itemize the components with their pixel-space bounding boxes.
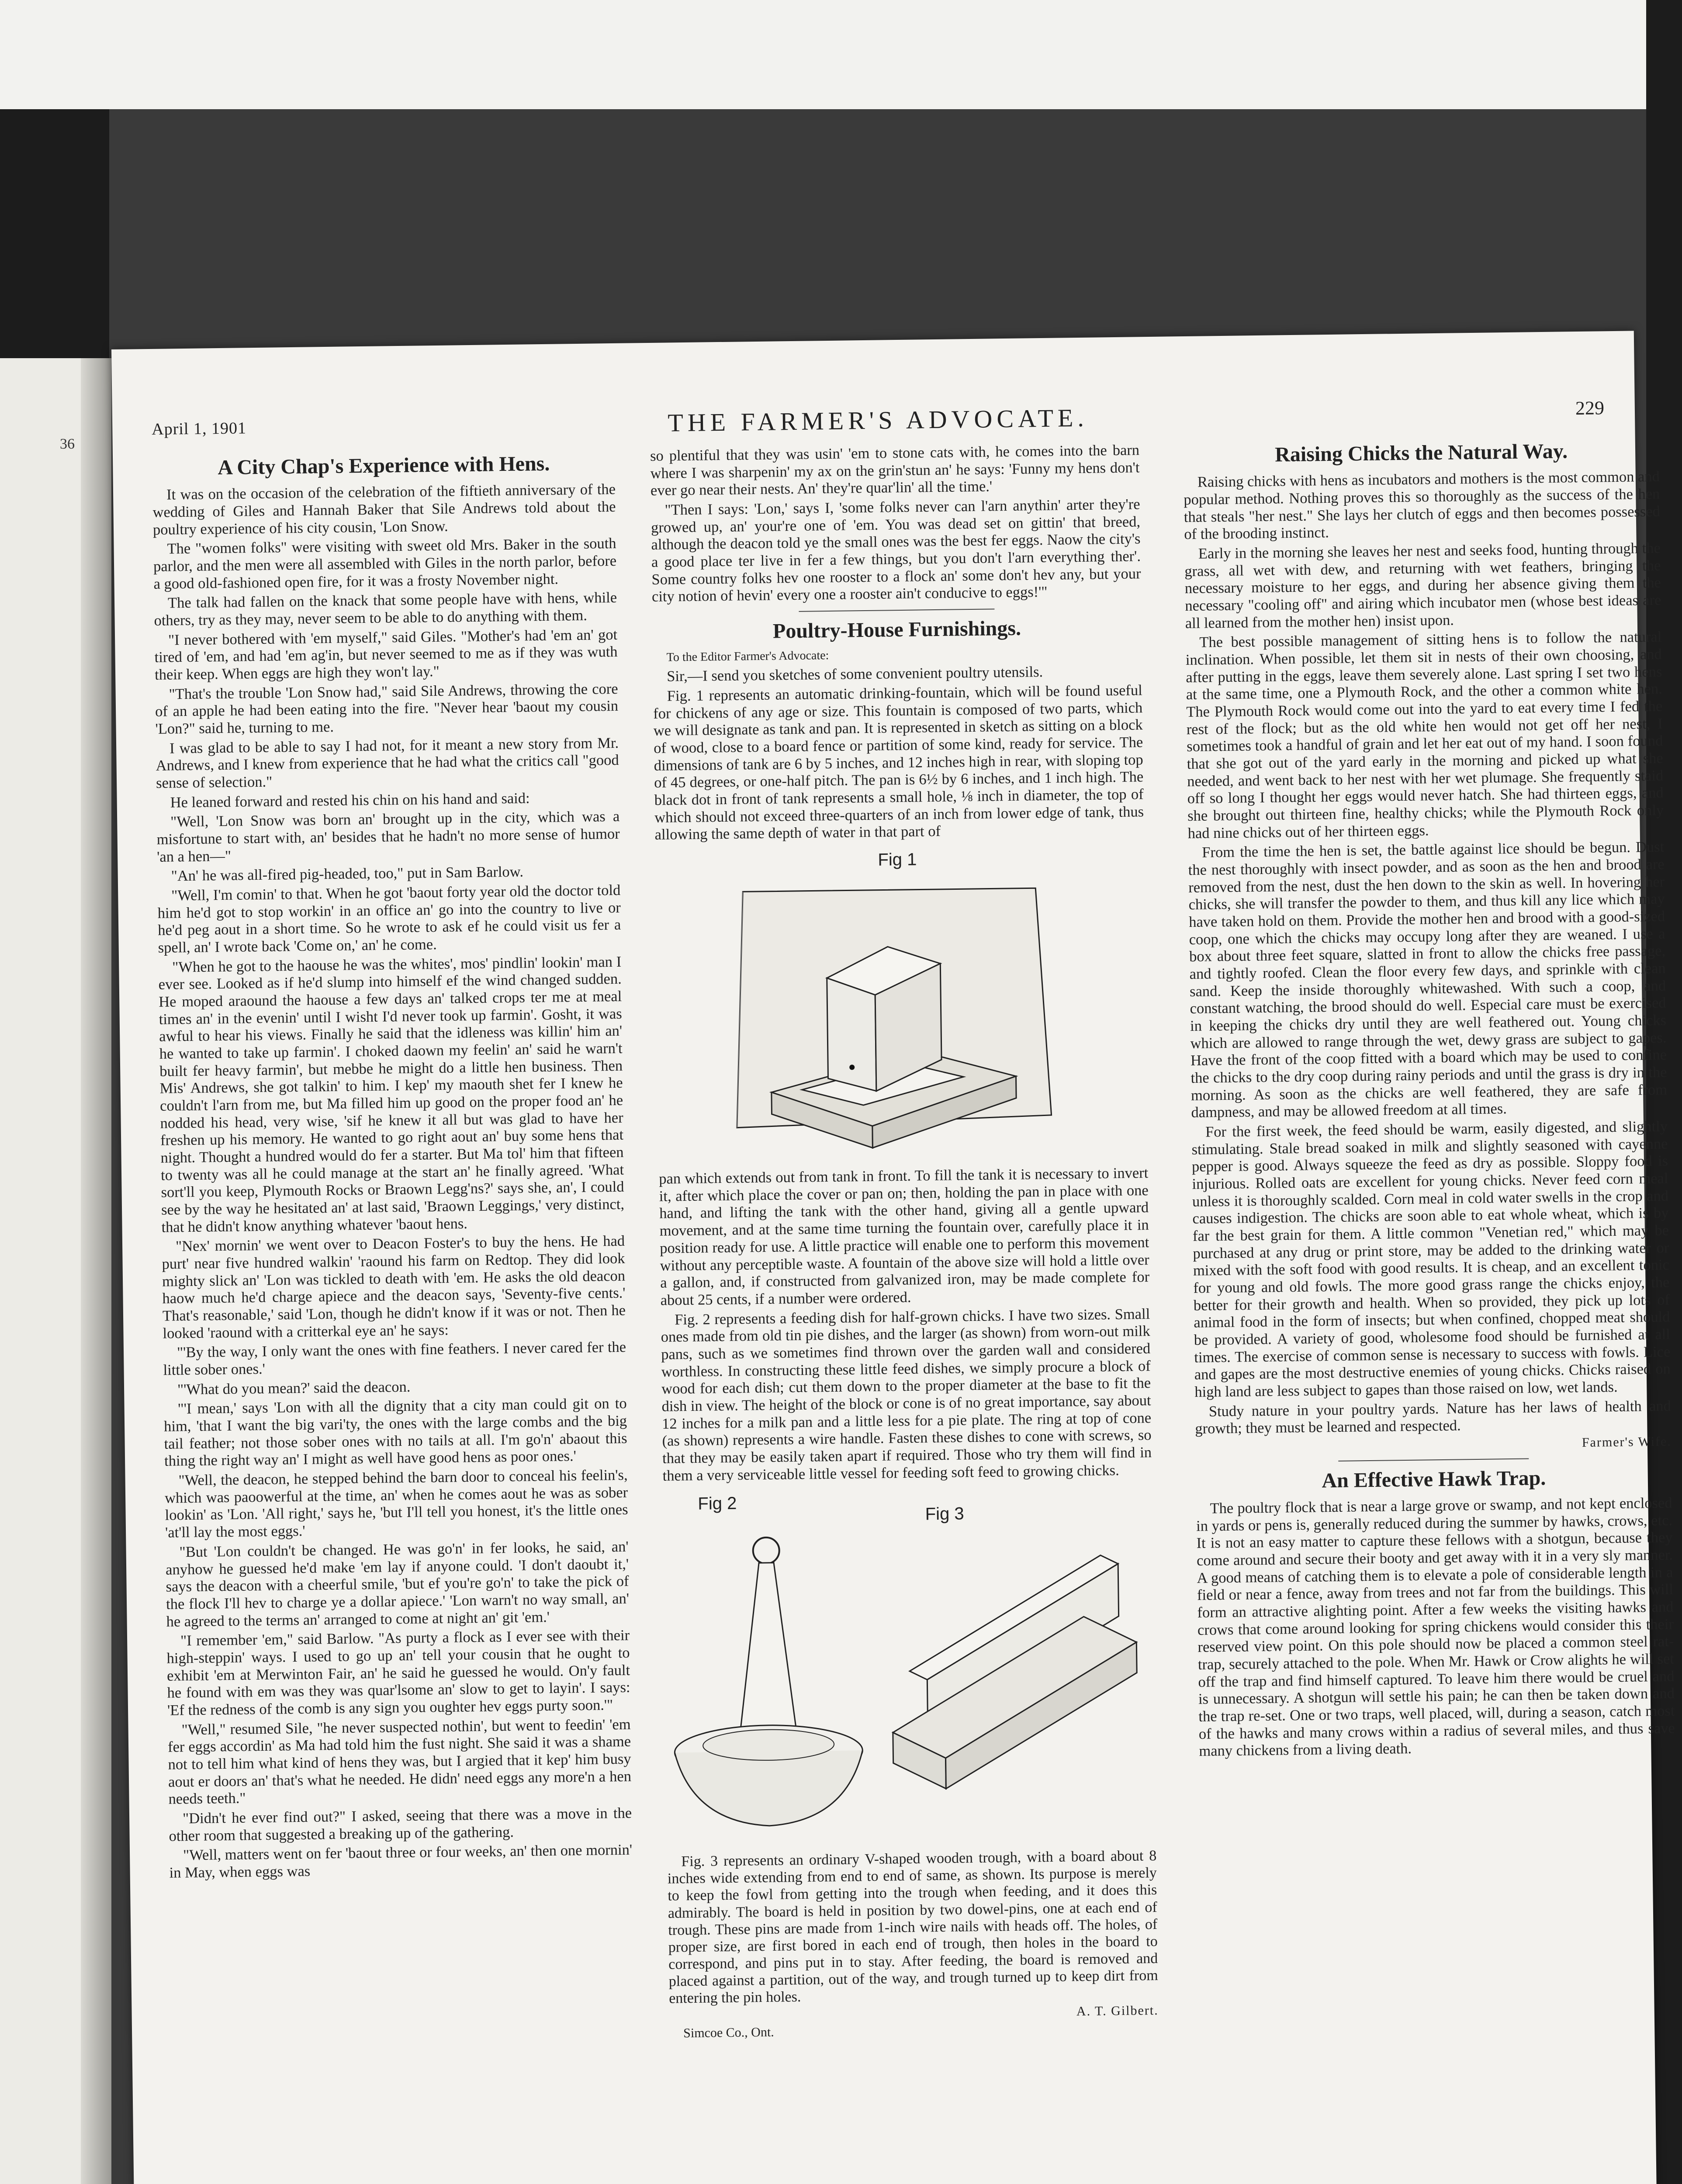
figure-2-label: Fig 2 [698, 1493, 737, 1514]
paragraph: "'What do you mean?' said the deacon. [177, 1378, 411, 1398]
book-gutter [81, 358, 111, 2184]
paragraph: "Well, I'm comin' to that. When he got 'baout forty year old the doctor told him he'd got to stop workin' in an office an' go into the country to live or he'd peg aout in a short time. So he wrote to ask ef he could visit us fer a spell, an' I wrote back 'Come on,' an' he come. [157, 881, 621, 956]
paragraph: so plentiful that they was usin' 'em to stone cats with, he comes into the barn where I was sharpenin' my ax on the grin'stun an' he says: 'Funny my hens don't ever go near their nests. An' they're quar'lin' all the time.' [650, 442, 1140, 499]
paragraph: "When he got to the haouse he was the whites', mos' pindlin' lookin' man I ever see. Looked as if he'd slump into himself ef the wind changed sudden. He moped araound the haouse a few days an' talked crops ter me at meal times an' in the evenin' until I wisht I'd never took up farmin'. Gosht, it was awful to hear his views. Finally he said that the idleness was killin' him an' he wanted to take up farmin'. I choked daown my feelin' an' said he warn't built fer heavy farmin', but mebbe he might do a little hen business. Then Mis' Andrews, she got talkin' to him. I kep' my maouth shet fer I knew he couldn't l'arn from me, but Ma filled him up good on the proper food an' he nodded his head, very wise, 'sif he knew it all but was glad to have her freshen up his memory. He wanted to go right aout an' buy some hens that night. Thought a hundred would do fer a starter. But Ma tol' him that fifteen to twenty was all he could manage at the start an' he finally agreed. 'What sort'll you keep, Plymouth Rocks or Braown Legg'ns?' says she, an', I could see by the way he hesitated an' at last said, 'Braown Leggings,' very distinct, that he didn't know anything whatever 'baout hens. [158, 953, 625, 1236]
paragraph: I was glad to be able to say I had not, for it meant a new story from Mr. Andrews, and I knew from experience that he had what the critics call "good sense of selection." [156, 734, 619, 791]
left-page-edge [0, 358, 81, 2184]
page-header [152, 397, 1604, 441]
paragraph: The best possible management of sitting hens is to follow the natural inclination. When possible, let them sit in nests of their own choosing, and after putting in the eggs, leave them severely alone. Last spring I set two hens at the same time, one a Plymouth Rock, and the other a common white hen. The Plymouth Rock would come out into the yard to eat every time I fed the rest of the flock; but as the old white hen would not get off her nest, I sometimes took a handful of grain and let her eat out of my hand. I soon found that she got out of the yard early in the morning and picked up what she needed, and went back to her nest with her wet plumage. She frequently staid off so long I thought her eggs would never hatch. She had thirteen eggs, and she brought out thirteen fine, healthy chicks; while the Plymouth Rock only had nine chicks out of her thirteen eggs. [1185, 628, 1664, 842]
paragraph: "Then I says: 'Lon,' says I, 'some folks never can l'arn anythin' arter they're growed up, an' your're one of 'em. You was dead set on gittin' that breed, although the deacon told ye the small ones was the best fer eggs. Naow the city's a good place ter live in fer a few things, but you don't l'arn everything ther'. Some country folks hev one rooster to a flock an' some don't hev any, but your city notion of hevin' every one a rooster ain't conducive to eggs!'" [651, 496, 1141, 605]
paragraph: "Didn't he ever find out?" I asked, seeing that there was a move in the other room that suggested a breaking up of the gathering. [169, 1804, 632, 1845]
scan-margin [0, 0, 1646, 109]
figure-2-and-3 [663, 1485, 1156, 1849]
page-number: 229 [1575, 397, 1605, 419]
feeding-dish-and-trough-illustration [663, 1485, 1156, 1849]
paragraph: "'By the way, I only want the ones with fine feathers. I never cared fer the little sober ones.' [163, 1339, 626, 1379]
signature: Farmer's Wife. [1582, 1434, 1672, 1450]
left-page-number: 36 [60, 436, 75, 452]
signature: A. T. Gilbert. [1076, 2003, 1159, 2019]
paragraph: "Well," resumed Sile, "he never suspected nothin', but went to feedin' 'em fer eggs accordin' as Ma had told him the fust night. She said it was a shame not to tell him what kind of hens they was, but I argied that it kep' him busy aout er doors an' that's what he needed. He didn' need eggs any more'n a hen needs teeth." [167, 1716, 632, 1807]
paragraph: The talk had fallen on the knack that some people have with hens, while others, try as they may, never seem to be able to do anything with them. [154, 589, 617, 629]
paragraph: pan which extends out from tank in front. To fill the tank it is necessary to invert it, after which place the cover or pan on; then, holding the pan in place with one hand, and lifting the tank with the other hand, giving all a gentle upward movement, and at the same time turning the fountain over, carefully place it in position ready for use. A little practice will enable one to perform this movement without any perceptible waste. A fountain of the above size will hold a little over a gallon, and, if constructed from galvanized iron, may be made complete for about 25 cents, if a number were ordered. [659, 1165, 1150, 1309]
paragraph: The "women folks" were visiting with sweet old Mrs. Baker in the south parlor, and the men were all assembled with Giles in the north parlor, before a good old-fashioned open fire, for it was a frosty November night. [153, 535, 617, 592]
column-2 [650, 442, 1161, 2184]
paragraph: Raising chicks with hens as incubators and mothers is the most common and popular method. Nothing proves this so thoroughly as the success of the hen that steals "her nest." She lays her clutch of eggs and then becomes possessed of the brooding instinct. [1184, 468, 1661, 543]
paragraph: From the time the hen is set, the battle against lice should be begun. Dust the nest thoroughly with insect powder, and as soon as the hen and brood are removed from the nest, dust the hen down to the skin as well. In hovering her chicks, she will transfer the powder to them, and thus kill any lice which may have taken hold on them. Provide the mother hen and brood with a good-sized coop, one which the chicks may occupy long after they are weaned. I use a box about three feet square, slatted in front to allow the chicks free passage, and tightly roofed. Clean the floor every few days, and sprinkle with clean sand. Keep the inside thoroughly whitewashed. With such a coop, and constant watching, the brood should do well. Especial care must be exercised in keeping the chicks dry until they are well feathered out. Young chicks which are allowed to range through the wet, dewy grass are subject to gapes. Have the front of the coop fitted with a board which may be used to confine the chicks to the dry coop during rainy periods and until the grass is dry in the morning. As soon as the chicks are well feathered, they are safe from dampness, and may be allowed freedom at all times. [1188, 838, 1668, 1121]
paragraph: "Nex' mornin' we went over to Deacon Foster's to buy the hens. He had purt' near five hundred walkin' 'raound his farm on Redtop. They did look mighty slick an' 'Lon was tickled to death with 'em. He asks the old deacon haow much he'd charge apiece and the deacon says, 'Seventy-five cents.' That's reasonable,' said 'Lon, though he didn't know if it was or not. Then he looked 'raound with a critterkal eye an' he says: [162, 1233, 626, 1342]
paragraph: Early in the morning she leaves her nest and seeks food, hunting through the grass, all wet with dew, and returning with wet feathers, bringing the necessary moisture to her eggs, and during her absence giving them the necessary "cooling off" and airing which incubator men (whose best ideas are all learned from the mother hen) insist upon. [1184, 539, 1661, 632]
paragraph: "But 'Lon couldn't be changed. He was go'n' in fer looks, he said, an' anyhow he guessed he'd make 'em lay if anyone could. 'I don't daoubt it,' says the deacon with a cheerful smile, 'but ef you're go'n' to take the pick of the flock I'll hev to charge ye a dollar apiece.' 'Lon warn't no way small, an' he agreed to the terms an' arranged to come at night an' git 'em.' [165, 1538, 630, 1630]
column-3 [1183, 435, 1681, 2184]
column-1 [152, 448, 637, 2184]
figure-3-label: Fig 3 [925, 1504, 964, 1524]
issue-date: April 1, 1901 [151, 419, 247, 439]
paragraph: "I remember 'em," said Barlow. "As purty a flock as I ever see with their high-steppin' ways. I used to go up an' tell your cousin that he ought to exhibit 'em at Merwinton Fair, an' he said he guessed he would. On'y fault he found with em was they was quar'lsome an' slow to get to layin'. I says: 'Ef the redness of the comb is any sign you oughter hev eggs purty soon.'" [166, 1627, 630, 1719]
paragraph: "Well, the deacon, he stepped behind the barn door to conceal his feelin's, which was paoowerful at the time, an' when he comes aout he was as sober lookin' as 'Lon. 'All right,' says he, 'but I'll tell you honest, it's the little ones 'at'll lay the most eggs.' [164, 1466, 628, 1541]
divider [799, 608, 994, 612]
figure-label: Fig 1 [878, 850, 917, 870]
paragraph: It was on the occasion of the celebration of the fiftieth anniversary of the wedding of Giles and Hannah Baker that Sile Andrews told about the poultry experience of his city cousin, 'Lon Snow. [152, 481, 616, 538]
paragraph: "I never bothered with 'em myself," said Giles. "Mother's had 'em an' got tired of 'em, and had 'em ag'in, but never seemed to me as if they was wuth their keep. When eggs are high they won't lay." [154, 626, 618, 683]
paragraph: The poultry flock that is near a large grove or swamp, and not kept enclosed in yards or pens is, generally reduced during the summer by hawks, crows, etc. It is not an easy matter to capture these fellows with a shotgun, because they come around and secure their booty and get away with it in a very sly manner. A good means of catching them is to elevate a pole of considerable length in a field or near a fence, away from trees and not far from the buildings. This will form an attractive alighting point. After a few weeks the visiting hawks and crows that come around looking for spring chickens would consider this their reserved view point. On this pole should now be placed a common steel rat-trap, securely attached to the pole. When Mr. Hawk or Crow alights he will set off the trap and find himself captured. To leave him there would be cruel and is unnecessary. A shotgun will settle his pain; he can then be taken down and the trap re-set. One or two traps, well placed, will, during a season, catch most of the hawks and many crows within a radius of several miles, and thus save many chickens from a living death. [1196, 1494, 1675, 1760]
addressee-line: To the Editor Farmer's Advocate: [666, 649, 829, 664]
paragraph: Fig. 1 represents an automatic drinking-fountain, which will be found useful for chickens of any age or size. This fountain is composed of two parts, which we will designate as tank and pan. It is represented in sketch as sitting on a block of wood, close to a board fence or partition of some kind, ready for service. The dimensions of tank are 6 by 5 inches, and 12 inches high in rear, with sloping top of 45 degrees, or one-half pitch. The pan is 6½ by 6 inches, and 1 inch high. The black dot in front of tank represents a small hole, ⅛ inch in diameter, the top of which should not exceed three-quarters of an inch from lower edge of tank, thus allowing the same depth of water in that part of [653, 682, 1144, 843]
divider [1338, 1458, 1529, 1461]
paragraph: He leaned forward and rested his chin on his hand and said: [170, 789, 530, 811]
paragraph: Sir,—I send you sketches of some convenient poultry utensils. [667, 663, 1043, 685]
article-title: A City Chap's Experience with Hens. [217, 452, 550, 480]
paragraph: For the first week, the feed should be warm, easily digested, and slightly stimulating. Stale bread soaked in milk and slightly seasoned with cayenne pepper is good. Always squeeze the feed as dry as possible. Sloppy food is injurious. Rolled oats are excellent for young chicks. Never feed corn meal unless it is thoroughly scalded. Corn meal in cold water swells in the crop and causes indigestion. The chicks are soon able to eat whole wheat, which is by far the best grain for them. A little common "Venetian red," which may be purchased at any drug or print store, may be added to the drinking water or mixed with the soft food with good results. It is cheap, and an excellent tonic for young and old fowls. The more good grass range the chicks enjoy, the better for their growth and health. When so provided, they pick up lots of animal food in the form of insects; but when confined, chopped meat should be provided. A variety of good, wholesome food should be furnished at all times. The exercise of common sense is necessary to success with fowls. Lice and gapes are the most destructive enemies of young chicks. Chicks raised on high land are less subject to gapes than those raised on low, wet lands. [1191, 1118, 1671, 1401]
article-title: Raising Chicks the Natural Way. [1274, 439, 1568, 467]
masthead-title: THE FARMER'S ADVOCATE. [667, 403, 1089, 437]
paragraph: Study nature in your poultry yards. Nature has her laws of health and growth; they must be learned and respected. [1195, 1397, 1672, 1438]
drinking-fountain-illustration [655, 843, 1148, 1164]
newspaper-page [111, 331, 1675, 2184]
article-title: An Effective Hawk Trap. [1322, 1466, 1546, 1492]
figure-1 [655, 843, 1148, 1164]
article-title: Poultry-House Furnishings. [772, 616, 1021, 643]
location-line: Simcoe Co., Ont. [683, 2025, 774, 2040]
paragraph: "An' he was all-fired pig-headed, too," put in Sam Barlow. [171, 863, 524, 885]
paragraph: Fig. 2 represents a feeding dish for half-grown chicks. I have two sizes. Small ones made from old tin pie dishes, and the larger (as shown) from worn-out milk pans, such as we sometimes find thrown over the garden wall and considered worthless. In constructing these little feed dishes, we simply procure a block of wood for each dish; cut them down to the proper diameter at the base to fit the dish in view. The height of the block or cone is of no great importance, say about 12 inches for a milk pan and a little less for a pie plate. The ring at top of cone (as shown) represents a wire handle. Fasten these dishes to cone with screws, so that they may be easily taken apart if required. Those who try them will find in them a very serviceable little vessel for feeding soft feed to growing chicks. [661, 1305, 1152, 1484]
paragraph: "Well, matters went on fer 'baout three or four weeks, an' then one mornin' in May, when eggs was [169, 1841, 633, 1881]
paragraph: "That's the trouble 'Lon Snow had," said Sile Andrews, throwing the core of an apple he had been eating into the fire. "Never hear 'baout my cousin 'Lon?" said he, turning to me. [155, 680, 619, 737]
paragraph: Fig. 3 represents an ordinary V-shaped wooden trough, with a board about 8 inches wide extending from end to end of same, as shown. Its purpose is merely to keep the fowl from getting into the trough when feeding, and it does this admirably. The board is held in position by two dowel-pins, one at each end of trough. These pins are made from 1-inch wire nails with heads off. The holes, of proper size, are first bored in each end of trough, then holes in the board to correspond, and pins put in to stay. After feeding, the board is removed and placed against a partition, out of the way, and trough turned up to keep dirt from entering the pin holes. [667, 1848, 1158, 2007]
paragraph: "Well, 'Lon Snow was born an' brought up in the city, which was a misfortune to start with, an' besides that he hadn't no more sense of humor 'an a hen—" [156, 808, 620, 865]
paragraph: "'I mean,' says 'Lon with all the dignity that a city man could git on to him, 'that I want the big vari'ty, the ones with the large combs and the big tail feather; not those sober ones with no tails at all. I'm go'n' abaout this thing the right way an' I might as well have good hens as poor ones.' [163, 1395, 627, 1470]
